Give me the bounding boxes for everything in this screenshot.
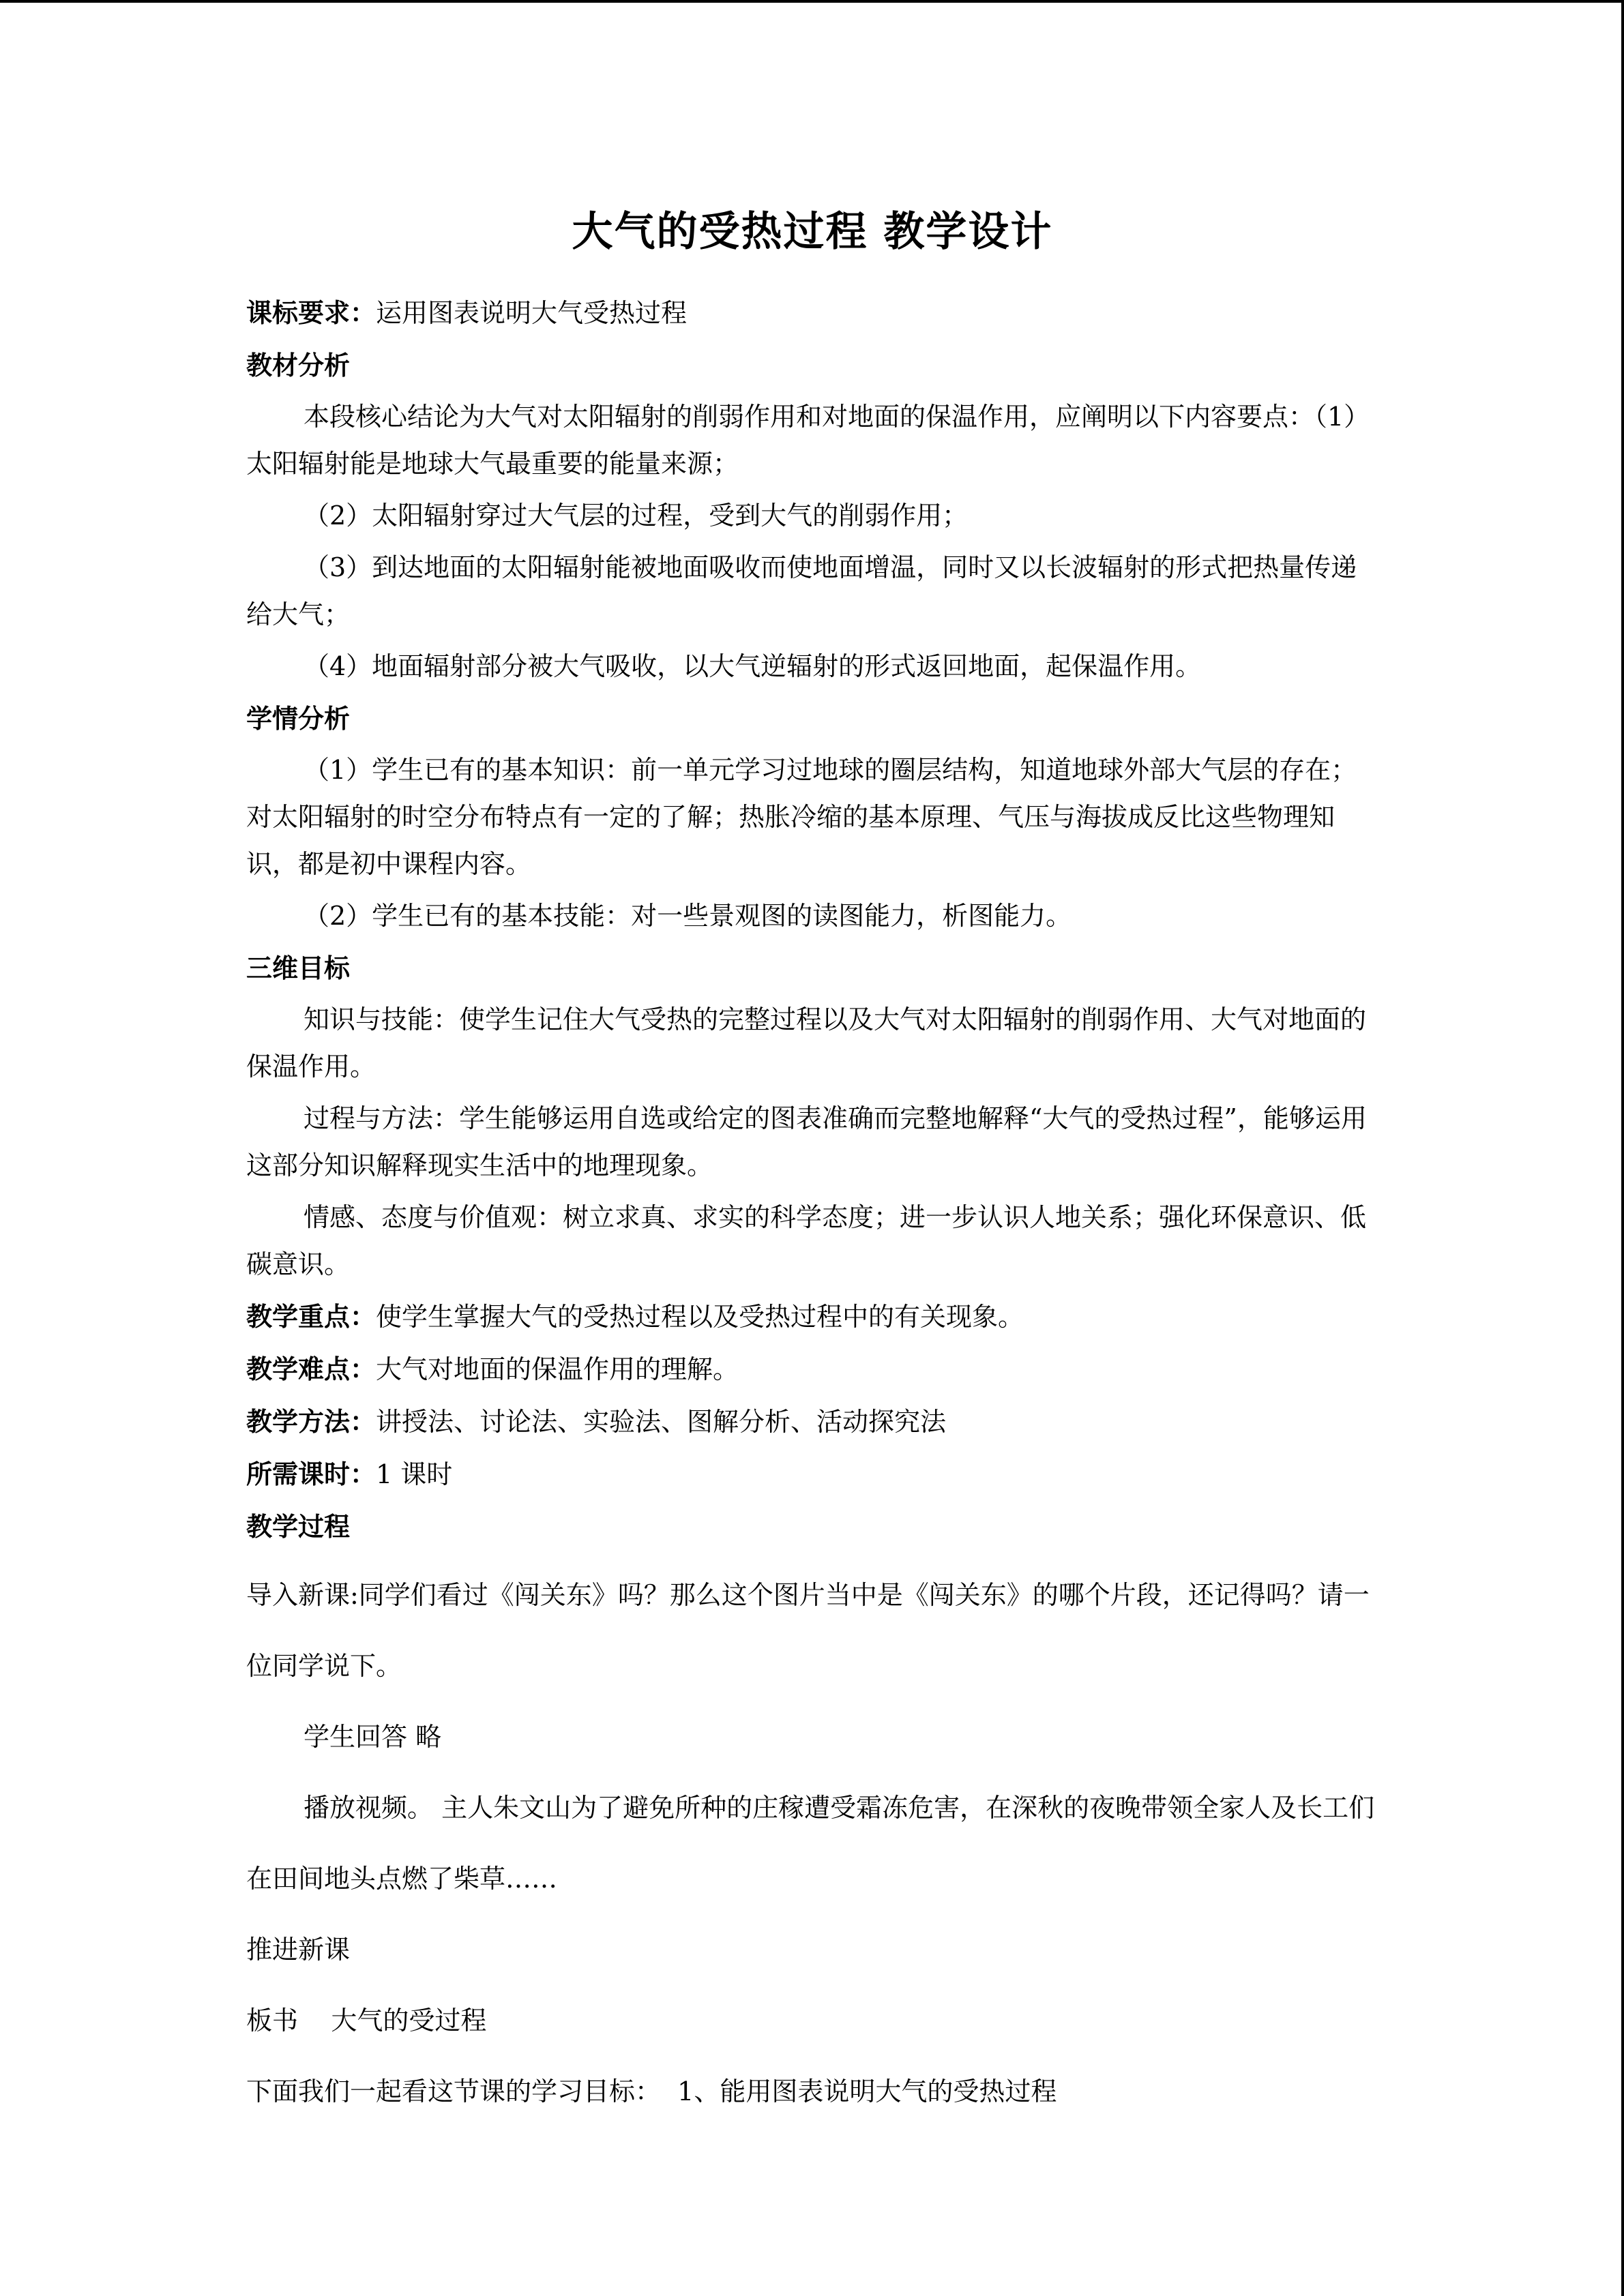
process-board: 板书 大气的受过程 bbox=[246, 2006, 487, 2036]
curriculum-standard bbox=[246, 289, 1378, 337]
curriculum-standard-label: 课标要求： bbox=[246, 297, 377, 328]
textbook-analysis-p1: 本段核心结论为大气对太阳辐射的削弱作用和对地面的保温作用，应阐明以下内容要点：（1）太阳辐射能是地球大气最重要的能量来源； bbox=[246, 402, 1370, 479]
textbook-analysis-p4: （4）地面辐射部分被大气吸收，以大气逆辐射的形式返回地面，起保温作用。 bbox=[304, 651, 1202, 681]
student-analysis-p2: （2）学生已有的基本技能：对一些景观图的读图能力，析图能力。 bbox=[304, 901, 1072, 931]
process-objective: 下面我们一起看这节课的学习目标： 1、能用图表说明大气的受热过程 bbox=[246, 2076, 1057, 2106]
goals-heading: 三维目标 bbox=[246, 953, 351, 983]
student-analysis-heading: 学情分析 bbox=[246, 703, 351, 734]
process-student-answer: 学生回答 略 bbox=[304, 1722, 442, 1752]
teaching-difficulty-text: 大气对地面的保温作用的理解。 bbox=[376, 1354, 739, 1384]
teaching-key-text: 使学生掌握大气的受热过程以及受热过程中的有关现象。 bbox=[376, 1302, 1024, 1332]
goals-attitude: 情感、态度与价值观：树立求真、求实的科学态度；进一步认识人地关系；强化环保意识、低碳意识。 bbox=[246, 1202, 1367, 1279]
class-hours-text: 1 课时 bbox=[376, 1459, 453, 1489]
teaching-process-heading: 教学过程 bbox=[246, 1511, 351, 1542]
textbook-analysis-heading: 教材分析 bbox=[246, 350, 351, 381]
teaching-difficulty bbox=[246, 1345, 1378, 1393]
goals-process: 过程与方法：学生能够运用自选或给定的图表准确而完整地解释“大气的受热过程”，能够运用这部分知识解释现实生活中的地理现象。 bbox=[246, 1103, 1367, 1180]
process-video: 播放视频。 主人朱文山为了避免所种的庄稼遭受霜冻危害，在深秋的夜晚带领全家人及长工们在田间地头点燃了柴草…… bbox=[246, 1793, 1375, 1894]
teaching-methods bbox=[246, 1398, 1378, 1446]
textbook-analysis-p3: （3）到达地面的太阳辐射能被地面吸收而使地面增温，同时又以长波辐射的形式把热量传递给大气； bbox=[246, 552, 1357, 629]
class-hours-label: 所需课时： bbox=[246, 1459, 377, 1489]
process-intro: 导入新课:同学们看过《闯关东》吗？那么这个图片当中是《闯关东》的哪个片段，还记得吗？请一位同学说下。 bbox=[246, 1580, 1370, 1681]
goals-knowledge: 知识与技能：使学生记住大气受热的完整过程以及大气对太阳辐射的削弱作用、大气对地面的保温作用。 bbox=[246, 1004, 1367, 1082]
student-analysis-p1: （1）学生已有的基本知识：前一单元学习过地球的圈层结构，知道地球外部大气层的存在；对太阳辐射的时空分布特点有一定的了解；热胀冷缩的基本原理、气压与海拔成反比这些物理知识，都是初中课程内容。 bbox=[246, 755, 1357, 879]
textbook-analysis-p2: （2）太阳辐射穿过大气层的过程，受到大气的削弱作用； bbox=[304, 501, 969, 531]
class-hours bbox=[246, 1450, 1378, 1498]
document-page bbox=[246, 205, 1378, 2127]
teaching-key-label: 教学重点： bbox=[246, 1301, 377, 1332]
right-border bbox=[1621, 0, 1624, 2296]
top-border bbox=[0, 0, 1624, 3]
teaching-methods-label: 教学方法： bbox=[246, 1406, 377, 1437]
curriculum-standard-text: 运用图表说明大气受热过程 bbox=[376, 298, 688, 328]
process-advance: 推进新课 bbox=[246, 1935, 351, 1965]
teaching-difficulty-label: 教学难点： bbox=[246, 1354, 377, 1384]
teaching-methods-text: 讲授法、讨论法、实验法、图解分析、活动探究法 bbox=[376, 1407, 947, 1437]
teaching-key-point bbox=[246, 1293, 1378, 1341]
document-title: 大气的受热过程 教学设计 bbox=[572, 208, 1053, 256]
